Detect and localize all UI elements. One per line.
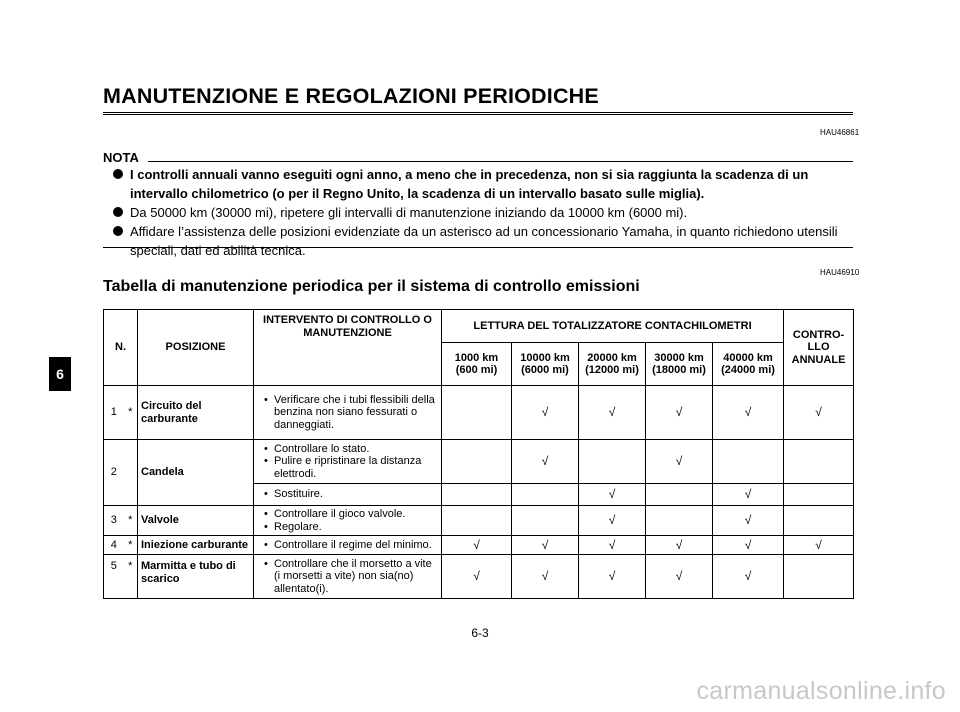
bullet-icon (113, 207, 123, 217)
bullet-icon (113, 226, 123, 236)
nota-list (113, 165, 855, 260)
header-odo: 30000 km (18000 mi) (646, 343, 713, 386)
check-cell: √ (579, 536, 646, 555)
row-posizione: Circuito del carburante (138, 386, 254, 440)
table-header-row (104, 310, 854, 343)
header-posizione: POSIZIONE (138, 310, 254, 386)
row-action: • Sostituire. (254, 484, 442, 506)
chapter-tab: 6 (49, 357, 71, 391)
row-action: • Controllare lo stato. • Pulire e ripristinare la distanza elettrodi. (254, 440, 442, 484)
row-action: • Controllare il regime del minimo. (254, 536, 442, 555)
check-cell (442, 386, 512, 440)
table-row (104, 536, 854, 555)
nota-item: I controlli annuali vanno eseguiti ogni anno, a meno che in precedenza, non si sia raggiunta la scadenza di un intervallo chilometrico (o per il Regno Unito, la scadenza di un intervallo basato sulle miglia). (113, 165, 855, 203)
row-asterisk: * (124, 555, 138, 599)
check-cell: √ (646, 536, 713, 555)
page-title: MANUTENZIONE E REGOLAZIONI PERIODICHE (103, 84, 599, 108)
check-cell: √ (713, 386, 784, 440)
nota-item: Da 50000 km (30000 mi), ripetere gli intervalli di manutenzione iniziando da 10000 km (6000 mi). (113, 203, 855, 222)
check-cell (512, 484, 579, 506)
header-lettura: LETTURA DEL TOTALIZZATORE CONTACHILOMETRI (442, 310, 784, 343)
header-intervento: INTERVENTO DI CONTROLLO O MANUTENZIONE (254, 310, 442, 386)
header-odo: 40000 km (24000 mi) (713, 343, 784, 386)
check-cell: √ (713, 536, 784, 555)
maintenance-table (103, 309, 854, 599)
row-asterisk: * (124, 536, 138, 555)
row-number: 5 (104, 555, 124, 599)
check-cell (646, 506, 713, 536)
nota-rule (148, 161, 853, 162)
check-cell (646, 484, 713, 506)
header-odo: 10000 km (6000 mi) (512, 343, 579, 386)
watermark: carmanualsonline.info (696, 677, 946, 705)
nota-end-rule (103, 247, 853, 248)
header-odo: 1000 km (600 mi) (442, 343, 512, 386)
check-cell: √ (646, 440, 713, 484)
row-number: 3 (104, 506, 124, 536)
row-number: 2 (104, 440, 124, 506)
row-number: 4 (104, 536, 124, 555)
nota-code: HAU46861 (820, 128, 860, 137)
check-cell (442, 484, 512, 506)
check-cell: √ (713, 484, 784, 506)
check-cell: √ (579, 484, 646, 506)
row-posizione: Marmitta e tubo di scarico (138, 555, 254, 599)
row-number: 1 (104, 386, 124, 440)
check-cell: √ (579, 386, 646, 440)
check-cell (784, 484, 854, 506)
check-cell: √ (512, 555, 579, 599)
row-posizione: Iniezione carburante (138, 536, 254, 555)
check-cell: √ (512, 536, 579, 555)
row-asterisk (124, 440, 138, 506)
check-cell (579, 440, 646, 484)
table-row (104, 506, 854, 536)
section-title: Tabella di manutenzione periodica per il sistema di controllo emissioni (103, 278, 640, 295)
row-asterisk: * (124, 386, 138, 440)
check-cell: √ (442, 536, 512, 555)
check-cell: √ (512, 440, 579, 484)
table-row (104, 440, 854, 484)
row-action: • Verificare che i tubi flessibili della benzina non siano fessurati o danneggiati. (254, 386, 442, 440)
check-cell: √ (579, 506, 646, 536)
check-cell: √ (784, 536, 854, 555)
header-n: N. (104, 310, 138, 386)
table-row (104, 386, 854, 440)
row-action: • Controllare che il morsetto a vite (i morsetti a vite) non sia(no) allentato(i). (254, 555, 442, 599)
check-cell (442, 506, 512, 536)
check-cell (512, 506, 579, 536)
check-cell: √ (713, 506, 784, 536)
page-number: 6-3 (471, 626, 489, 640)
table-row (104, 555, 854, 599)
section-code: HAU46910 (820, 268, 860, 277)
header-controllo-annuale: CONTRO-LLO ANNUALE (784, 310, 854, 386)
check-cell: √ (512, 386, 579, 440)
check-cell: √ (784, 386, 854, 440)
check-cell (784, 506, 854, 536)
check-cell: √ (579, 555, 646, 599)
check-cell (713, 440, 784, 484)
bullet-icon (113, 169, 123, 179)
row-posizione: Candela (138, 440, 254, 506)
check-cell (784, 440, 854, 484)
title-rule (103, 112, 853, 115)
header-odo: 20000 km (12000 mi) (579, 343, 646, 386)
check-cell: √ (646, 555, 713, 599)
check-cell (442, 440, 512, 484)
row-posizione: Valvole (138, 506, 254, 536)
nota-item: Affidare l’assistenza delle posizioni evidenziate da un asterisco ad un concessionario Yamaha, in quanto richiedono utensili speciali, dati ed abilità tecnica. (113, 222, 855, 260)
check-cell: √ (713, 555, 784, 599)
row-action: • Controllare il gioco valvole. • Regolare. (254, 506, 442, 536)
row-asterisk: * (124, 506, 138, 536)
nota-label: NOTA (103, 150, 139, 165)
check-cell: √ (442, 555, 512, 599)
check-cell (784, 555, 854, 599)
check-cell: √ (646, 386, 713, 440)
